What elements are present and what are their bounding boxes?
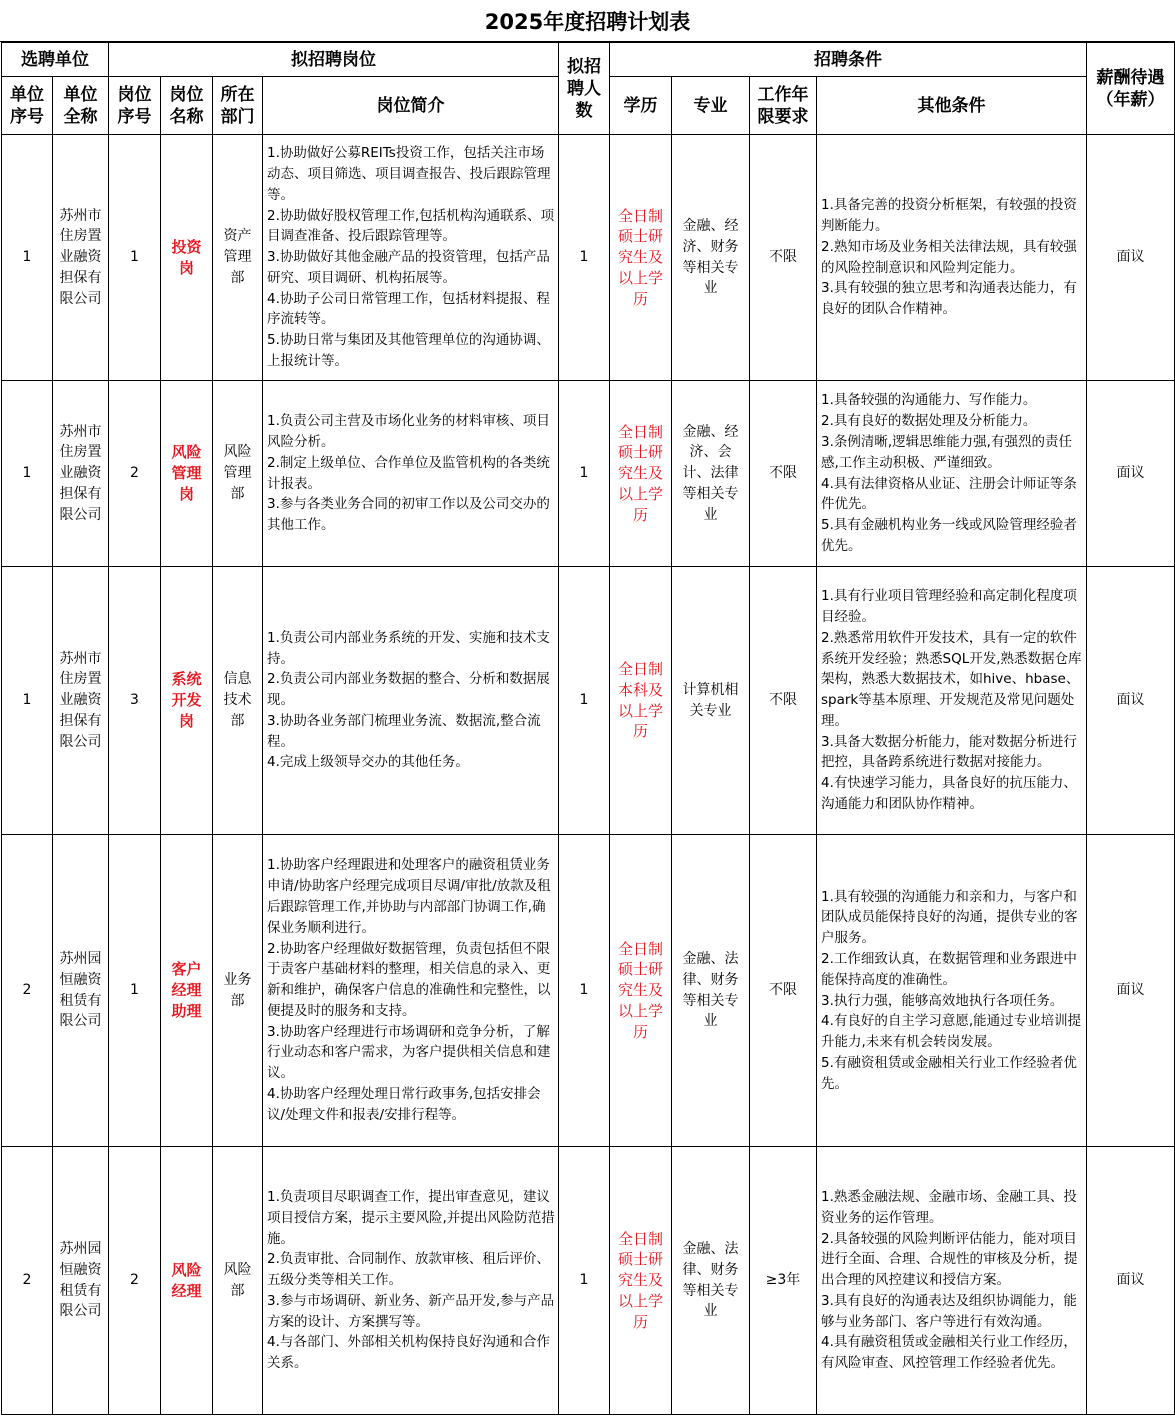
cell-unit-name: 苏州园恒融资租赁有限公司 bbox=[53, 835, 109, 1147]
table-row bbox=[2, 1147, 1175, 1415]
cell-headcount: 1 bbox=[559, 567, 610, 835]
cell-post-desc bbox=[263, 381, 559, 567]
table-row bbox=[2, 835, 1175, 1147]
cond-line: 3.具有良好的沟通表达及组织协调能力，能够与业务部门、客户等进行有效沟通。 bbox=[821, 1292, 1077, 1330]
desc-line: 1.负责公司内部业务系统的开发、实施和技术支持。 bbox=[267, 629, 550, 667]
cond-line: 2.熟知市场及业务相关法律法规，具有较强的风险控制意识和风险判定能力。 bbox=[821, 238, 1077, 276]
desc-line: 2.负责审批、合同制作、放款审核、租后评价、五级分类等相关工作。 bbox=[267, 1251, 550, 1289]
cell-years: 不限 bbox=[750, 835, 817, 1147]
cond-line: 3.条例清晰,逻辑思维能力强,有强烈的责任感,工作主动积极、严谨细致。 bbox=[821, 433, 1072, 471]
cell-unit-name: 苏州市住房置业融资担保有限公司 bbox=[53, 381, 109, 567]
cond-line: 1.具有行业项目管理经验和高定制化程度项目经验。 bbox=[821, 588, 1077, 625]
cond-line: 2.具备较强的风险判断评估能力，能对项目进行全面、合理、合规性的审核及分析，提出合理的风控建议和授信方案。 bbox=[821, 1230, 1078, 1289]
table-row bbox=[2, 381, 1175, 567]
header-salary: 薪酬待遇（年薪） bbox=[1087, 43, 1175, 135]
cell-salary: 面议 bbox=[1087, 835, 1175, 1147]
desc-line: 4.与各部门、外部相关机构保持良好沟通和合作关系。 bbox=[267, 1334, 550, 1372]
cell-dept: 资产管理部 bbox=[213, 135, 263, 381]
cell-major: 金融、经济、财务等相关专业 bbox=[672, 135, 750, 381]
cell-post-name: 风险管理岗 bbox=[161, 381, 213, 567]
desc-line: 3.协助各业务部门梳理业务流、数据流,整合流程。 bbox=[267, 712, 541, 750]
header-dept: 所在部门 bbox=[213, 77, 263, 135]
cell-post-name: 风险经理 bbox=[161, 1147, 213, 1415]
table-row bbox=[2, 135, 1175, 381]
cell-salary: 面议 bbox=[1087, 1147, 1175, 1415]
cell-major: 金融、经济、会计、法律等相关专业 bbox=[672, 381, 750, 567]
cell-years: 不限 bbox=[750, 381, 817, 567]
cond-line: 4.具有法律资格从业证、注册会计师证等条件优先。 bbox=[821, 475, 1077, 513]
cell-post-no: 1 bbox=[109, 835, 161, 1147]
header-unit-group: 选聘单位 bbox=[2, 43, 109, 77]
header-unit-name: 单位全称 bbox=[53, 77, 109, 135]
cell-major: 计算机相关专业 bbox=[672, 567, 750, 835]
header-edu: 学历 bbox=[610, 77, 672, 135]
header-other: 其他条件 bbox=[817, 77, 1087, 135]
header-major: 专业 bbox=[672, 77, 750, 135]
cell-salary: 面议 bbox=[1087, 381, 1175, 567]
cell-unit-name: 苏州园恒融资租赁有限公司 bbox=[53, 1147, 109, 1415]
cell-dept: 风险管理部 bbox=[213, 381, 263, 567]
desc-line: 1.协助客户经理跟进和处理客户的融资租赁业务申请/协助客户经理完成项目尽调/审批/放款及租后跟踪管理工作,并协助与内部部门协调工作,确保业务顺利进行。 bbox=[267, 857, 551, 936]
cond-line: 4.有良好的自主学习意愿,能通过专业培训提升能力,未来有机会转岗发展。 bbox=[821, 1013, 1082, 1051]
cell-salary: 面议 bbox=[1087, 135, 1175, 381]
cell-other bbox=[817, 381, 1087, 567]
cell-post-name: 客户经理助理 bbox=[161, 835, 213, 1147]
desc-line: 1.协助做好公募REITs投资工作，包括关注市场动态、项目筛选、项目调查报告、投后跟踪管理等。 bbox=[267, 145, 551, 203]
cell-post-no: 3 bbox=[109, 567, 161, 835]
cond-line: 3.具有较强的独立思考和沟通表达能力，有良好的团队合作精神。 bbox=[821, 280, 1077, 318]
cell-unit-name: 苏州市住房置业融资担保有限公司 bbox=[53, 135, 109, 381]
cell-post-desc bbox=[263, 1147, 559, 1415]
page-title: 2025年度招聘计划表 bbox=[0, 0, 1175, 42]
desc-line: 2.协助客户经理做好数据管理，负责包括但不限于责客户基础材料的整理，相关信息的录入、更新和维护，确保客户信息的准确性和完整性，以便提及时的服务和支持。 bbox=[267, 940, 551, 1019]
cond-line: 1.熟悉金融法规、金融市场、金融工具、投资业务的运作管理。 bbox=[821, 1188, 1077, 1226]
cell-unit-no: 2 bbox=[2, 835, 53, 1147]
header-post-desc: 岗位简介 bbox=[263, 77, 559, 135]
cell-post-no: 1 bbox=[109, 135, 161, 381]
header-post-no: 岗位序号 bbox=[109, 77, 161, 135]
cell-headcount: 1 bbox=[559, 1147, 610, 1415]
cell-edu: 全日制硕士研究生及以上学历 bbox=[610, 381, 672, 567]
cell-headcount: 1 bbox=[559, 835, 610, 1147]
cond-line: 5.有融资租赁或金融相关行业工作经验者优先。 bbox=[821, 1054, 1077, 1092]
desc-line: 4.完成上级领导交办的其他任务。 bbox=[267, 754, 469, 771]
desc-line: 3.协助客户经理进行市场调研和竞争分析，了解行业动态和客户需求，为客户提供相关信息和建议。 bbox=[267, 1023, 551, 1082]
cell-post-no: 2 bbox=[109, 381, 161, 567]
cell-unit-name: 苏州市住房置业融资担保有限公司 bbox=[53, 567, 109, 835]
cell-unit-no: 1 bbox=[2, 381, 53, 567]
cell-dept: 信息技术部 bbox=[213, 567, 263, 835]
recruitment-table bbox=[1, 42, 1175, 1415]
cell-unit-no: 1 bbox=[2, 567, 53, 835]
desc-line: 5.协助日常与集团及其他管理单位的沟通协调、上报统计等。 bbox=[267, 332, 550, 370]
cell-edu: 全日制硕士研究生及以上学历 bbox=[610, 1147, 672, 1415]
cond-line: 3.具备大数据分析能力，能对数据分析进行把控，具备跨系统进行数据对接能力。 bbox=[821, 733, 1077, 771]
cell-post-desc bbox=[263, 835, 559, 1147]
header-conditions-group: 招聘条件 bbox=[610, 43, 1087, 77]
cell-other bbox=[817, 835, 1087, 1147]
cell-years: 不限 bbox=[750, 567, 817, 835]
header-unit-no: 单位序号 bbox=[2, 77, 53, 135]
desc-line: 1.负责项目尽职调查工作，提出审查意见，建议项目授信方案，提示主要风险,并提出风险防范措施。 bbox=[267, 1188, 555, 1247]
cond-line: 1.具有较强的沟通能力和亲和力，与客户和团队成员能保持良好的沟通，提供专业的客户服务。 bbox=[821, 888, 1078, 947]
header-headcount: 拟招聘人数 bbox=[559, 43, 610, 135]
cond-line: 1.具备较强的沟通能力、写作能力。 bbox=[821, 392, 1037, 409]
header-post-group: 拟招聘岗位 bbox=[109, 43, 559, 77]
cell-dept: 风险部 bbox=[213, 1147, 263, 1415]
cell-post-desc bbox=[263, 135, 559, 381]
cond-line: 4.具有融资租赁或金融相关行业工作经历，有风险审查、风控管理工作经验者优先。 bbox=[821, 1334, 1077, 1372]
desc-line: 3.参与市场调研、新业务、新产品开发,参与产品方案的设计、方案撰写等。 bbox=[267, 1292, 555, 1330]
desc-line: 3.协助做好其他金融产品的投资管理，包括产品研究、项目调研、机构拓展等。 bbox=[267, 249, 550, 286]
cell-major: 金融、法律、财务等相关专业 bbox=[672, 1147, 750, 1415]
desc-line: 2.协助做好股权管理工作,包括机构沟通联系、项目调查准备、投后跟踪管理等。 bbox=[267, 207, 555, 245]
cell-post-name: 投资岗 bbox=[161, 135, 213, 381]
cell-salary: 面议 bbox=[1087, 567, 1175, 835]
header-years: 工作年限要求 bbox=[750, 77, 817, 135]
cell-post-desc bbox=[263, 567, 559, 835]
cond-line: 3.执行力强，能够高效地执行各项任务。 bbox=[821, 992, 1064, 1009]
cell-unit-no: 2 bbox=[2, 1147, 53, 1415]
cell-other bbox=[817, 1147, 1087, 1415]
cond-line: 2.工作细致认真，在数据管理和业务跟进中能保持高度的准确性。 bbox=[821, 950, 1077, 988]
desc-line: 4.协助子公司日常管理工作，包括材料提报、程序流转等。 bbox=[267, 290, 550, 328]
cond-line: 5.具有金融机构业务一线或风险管理经验者优先。 bbox=[821, 517, 1077, 554]
cell-other bbox=[817, 567, 1087, 835]
desc-line: 1.负责公司主营及市场化业务的材料审核、项目风险分析。 bbox=[267, 413, 550, 450]
cell-headcount: 1 bbox=[559, 135, 610, 381]
cell-edu: 全日制硕士研究生及以上学历 bbox=[610, 835, 672, 1147]
desc-line: 2.制定上级单位、合作单位及监管机构的各类统计报表。 bbox=[267, 454, 550, 492]
header-post-name: 岗位名称 bbox=[161, 77, 213, 135]
cond-line: 2.具有良好的数据处理及分析能力。 bbox=[821, 413, 1037, 430]
cell-edu: 全日制硕士研究生及以上学历 bbox=[610, 135, 672, 381]
cell-years: ≥3年 bbox=[750, 1147, 817, 1415]
cell-unit-no: 1 bbox=[2, 135, 53, 381]
desc-line: 2.负责公司内部业务数据的整合、分析和数据展现。 bbox=[267, 671, 550, 709]
cell-post-name: 系统开发岗 bbox=[161, 567, 213, 835]
header-row-top bbox=[2, 43, 1175, 77]
cell-headcount: 1 bbox=[559, 381, 610, 567]
cell-post-no: 2 bbox=[109, 1147, 161, 1415]
desc-line: 4.协助客户经理处理日常行政事务,包括安排会议/处理文件和报表/安排行程等。 bbox=[267, 1086, 541, 1123]
desc-line: 3.参与各类业务合同的初审工作以及公司交办的其他工作。 bbox=[267, 496, 550, 534]
cell-dept: 业务部 bbox=[213, 835, 263, 1147]
cell-years: 不限 bbox=[750, 135, 817, 381]
cond-line: 1.具备完善的投资分析框架，有较强的投资判断能力。 bbox=[821, 197, 1077, 234]
cell-other bbox=[817, 135, 1087, 381]
cond-line: 4.有快速学习能力，具备良好的抗压能力、沟通能力和团队协作精神。 bbox=[821, 775, 1077, 813]
cell-major: 金融、法律、财务等相关专业 bbox=[672, 835, 750, 1147]
cell-edu: 全日制本科及以上学历 bbox=[610, 567, 672, 835]
table-row bbox=[2, 567, 1175, 835]
cond-line: 2.熟悉常用软件开发技术，具有一定的软件系统开发经验；熟悉SQL开发,熟悉数据仓库架构，熟悉大数据技术，如hive、hbase、spark等基本原理、开发规范及常见问题处理。 bbox=[821, 629, 1082, 729]
